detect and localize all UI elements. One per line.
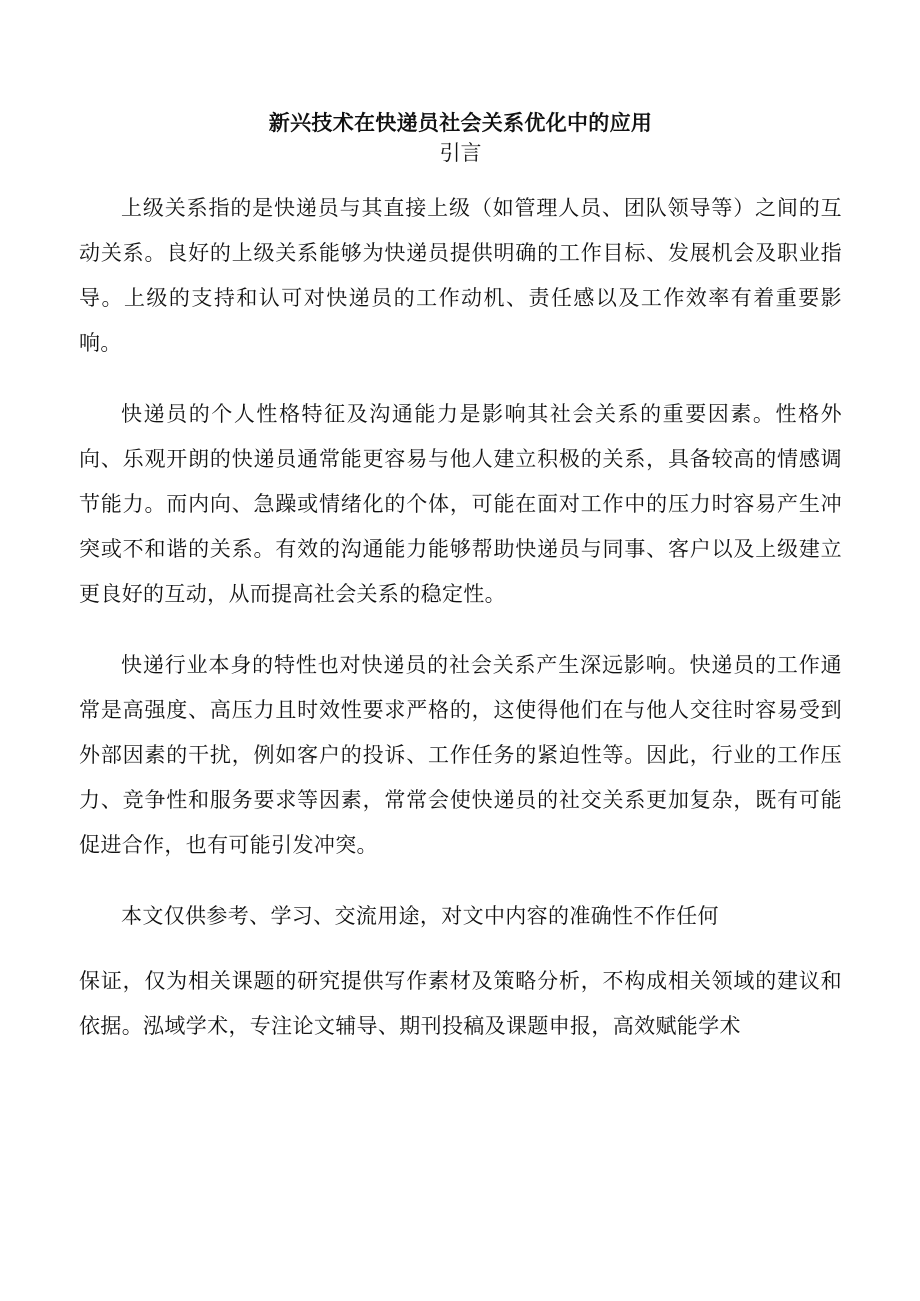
paragraph-superior-relations: 上级关系指的是快递员与其直接上级（如管理人员、团队领导等）之间的互动关系。良好的上级关系能够为快递员提供明确的工作目标、发展机会及职业指导。上级的支持和认可对快递员的工作动机、责任感以及工作效率有着重要影响。: [79, 196, 842, 355]
paragraph-disclaimer-start: 本文仅供参考、学习、交流用途，对文中内容的准确性不作任何: [121, 904, 719, 928]
paragraph-disclaimer-continued: 保证，仅为相关课题的研究提供写作素材及策略分析，不构成相关领域的建议和依据。泓域学术，专注论文辅导、期刊投稿及课题申报，高效赋能学术: [79, 969, 842, 1038]
document-title: 新兴技术在快递员社会关系优化中的应用: [268, 110, 653, 135]
paragraph-industry-characteristics: 快递行业本身的特性也对快递员的社会关系产生深远影响。快递员的工作通常是高强度、高压力且时效性要求严格的，这使得他们在与他人交往时容易受到外部因素的干扰，例如客户的投诉、工作任务的紧迫性等。因此，行业的工作压力、竞争性和服务要求等因素，常常会使快递员的社交关系更加复杂，既有可能促进合作，也有可能引发冲突。: [79, 653, 842, 857]
document-subtitle: 引言: [439, 141, 482, 165]
paragraph-personality-communication: 快递员的个人性格特征及沟通能力是影响其社会关系的重要因素。性格外向、乐观开朗的快递员通常能更容易与他人建立积极的关系，具备较高的情感调节能力。而内向、急躁或情绪化的个体，可能在面对工作中的压力时容易产生冲突或不和谐的关系。有效的沟通能力能够帮助快递员与同事、客户以及上级建立更良好的互动，从而提高社会关系的稳定性。: [79, 402, 842, 606]
